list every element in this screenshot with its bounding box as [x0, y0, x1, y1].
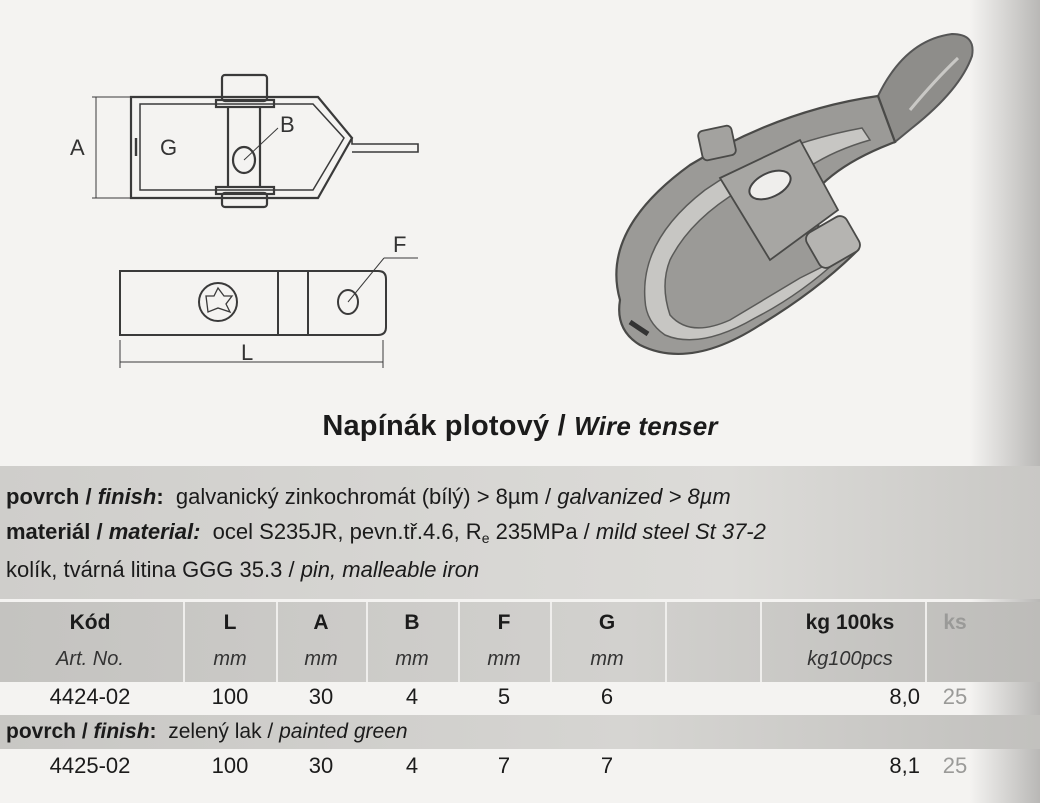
row2-code: 4425-02 — [49, 753, 131, 778]
spec-material — [6, 519, 766, 546]
row1-b: 4 — [405, 684, 419, 709]
finish-text-cz: galvanický zinkochromát (bílý) > 8µm / — [175, 484, 558, 509]
pin-text-en: pin, malleable iron — [300, 557, 480, 582]
row2-g: 7 — [600, 753, 614, 778]
spec-pin — [6, 557, 479, 583]
subheader-art-no: Art. No. — [56, 648, 124, 670]
header-kg: kg 100ks — [805, 611, 895, 634]
label-a: A — [70, 135, 85, 160]
page-edge-shadow — [970, 0, 1040, 803]
finish-label-en: finish — [97, 484, 157, 509]
row2-f: 7 — [497, 753, 511, 778]
row1-kg: 8,0 — [889, 684, 920, 709]
finish2-text-en: painted green — [279, 720, 408, 743]
material-text-cz-1: ocel S235JR, pevn.tř.4.6, R — [212, 519, 482, 544]
subheader-f: mm — [487, 648, 521, 670]
spec-finish — [6, 484, 731, 510]
page-title — [0, 410, 1040, 443]
row1-f: 5 — [497, 684, 511, 709]
material-label-cz: materiál / — [6, 519, 109, 544]
header-a: A — [313, 611, 329, 634]
material-subscript: e — [481, 530, 490, 546]
subheader-kg: kg100pcs — [807, 648, 893, 670]
finish-label-cz: povrch / — [6, 484, 98, 509]
material-text-cz-2: 235MPa / — [495, 519, 596, 544]
header-ks: ks — [943, 611, 967, 634]
header-f: F — [497, 611, 511, 634]
row2-a: 30 — [308, 753, 334, 778]
spec-block — [0, 466, 1040, 599]
finish-variant-row — [0, 715, 1040, 749]
col-divider — [665, 602, 667, 682]
title-cz: Napínák plotový / — [322, 410, 575, 442]
finish-variant-text — [6, 720, 408, 744]
row2-b: 4 — [405, 753, 419, 778]
row1-ks: 25 — [942, 684, 968, 709]
finish2-label-cz: povrch / — [6, 720, 94, 743]
row2-ks: 25 — [942, 753, 968, 778]
subheader-b: mm — [395, 648, 429, 670]
header-code: Kód — [69, 611, 111, 634]
top-view-drawing — [92, 75, 418, 207]
row2-kg: 8,1 — [889, 753, 920, 778]
finish-colon: : — [156, 484, 164, 509]
pin-text-cz: kolík, tvárná litina GGG 35.3 / — [6, 557, 301, 582]
header-b: B — [404, 611, 420, 634]
label-g: G — [160, 135, 178, 160]
finish2-colon: : — [149, 720, 157, 743]
finish2-label-en: finish — [93, 720, 150, 743]
subheader-l: mm — [213, 648, 247, 670]
subheader-g: mm — [590, 648, 624, 670]
header-l: L — [223, 611, 237, 634]
col-divider — [925, 602, 927, 682]
row2-l: 100 — [211, 753, 249, 778]
material-label-en: material: — [108, 519, 201, 544]
label-b: B — [280, 112, 295, 137]
label-l: L — [241, 340, 254, 365]
col-divider — [760, 602, 762, 682]
label-f: F — [393, 232, 407, 257]
finish-text-en: galvanized > 8µm — [557, 484, 731, 509]
side-view-drawing — [120, 258, 418, 368]
row1-l: 100 — [211, 684, 249, 709]
title-en: Wire tenser — [574, 411, 718, 441]
row1-g: 6 — [600, 684, 614, 709]
material-text-en: mild steel St 37-2 — [595, 519, 766, 544]
header-g: G — [598, 611, 616, 634]
finish2-text-cz: zelený lak / — [168, 720, 280, 743]
subheader-a: mm — [304, 648, 338, 670]
row1-code: 4424-02 — [49, 684, 131, 709]
row1-a: 30 — [308, 684, 334, 709]
product-photo — [616, 34, 972, 354]
